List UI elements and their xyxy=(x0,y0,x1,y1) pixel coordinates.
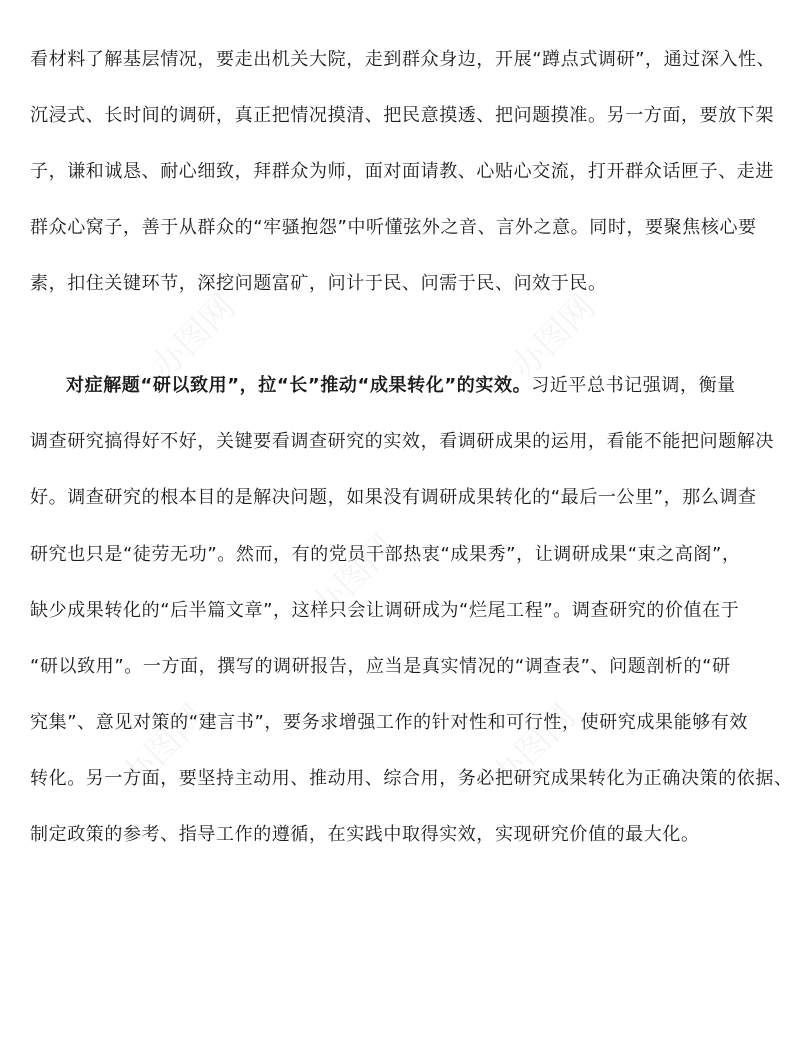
watermark xyxy=(138,281,245,388)
paragraph-lead-heading: 对症解题“研以致用”，拉“长”推动“成果转化”的实效。 xyxy=(66,375,532,396)
paragraph-lead-rest: 习近平总书记强调，衡量 xyxy=(531,375,736,396)
text-line-first xyxy=(66,374,736,398)
text-line: 素，扣住关键环节，深挖问题富矿，问计于民、问需于民、问效于民。 xyxy=(30,273,607,294)
text-line: 看材料了解基层情况，要走出机关大院，走到群众身边，开展“蹲点式调研”，通过深入性、 xyxy=(30,49,776,70)
text-line: 究集”、意见对策的“建言书”，要务求增强工作的针对性和可行性，使研究成果能够有效 xyxy=(30,712,748,733)
text-line: “研以致用”。一方面，撰写的调研报告，应当是真实情况的“调查表”、问题剖析的“研 xyxy=(30,656,731,677)
text-line: 子，谦和诚恳、耐心细致，拜群众为师，面对面请教、心贴心交流，打开群众话匣子、走进 xyxy=(30,161,774,182)
text-line: 沉浸式、长时间的调研，真正把情况摸清、把民意摸透、把问题摸准。另一方面，要放下架 xyxy=(30,105,774,126)
text-line: 缺少成果转化的“后半篇文章”，这样只会让调研成为“烂尾工程”。调查研究的价值在于 xyxy=(30,600,740,621)
text-line: 好。调查研究的根本目的是解决问题，如果没有调研成果转化的“最后一公里”，那么调查 xyxy=(30,487,757,508)
text-line: 制定政策的参考、指导工作的遵循，在实践中取得实效，实现研究价值的最大化。 xyxy=(30,824,700,845)
text-line: 研究也只是“徒劳无功”。然而，有的党员干部热衷“成果秀”，让调研成果“束之高阁”， xyxy=(30,544,741,565)
watermark xyxy=(498,281,605,388)
text-line: 调查研究搞得好不好，关键要看调查研究的实效，看调研成果的运用，看能不能把问题解决 xyxy=(30,431,774,452)
text-line: 群众心窝子，善于从群众的“牢骚抱怨”中听懂弦外之音、言外之意。同时，要聚焦核心要 xyxy=(30,217,757,238)
text-line: 转化。另一方面，要坚持主动用、推动用、综合用，务必把研究成果转化为正确决策的依据、 xyxy=(30,768,793,789)
